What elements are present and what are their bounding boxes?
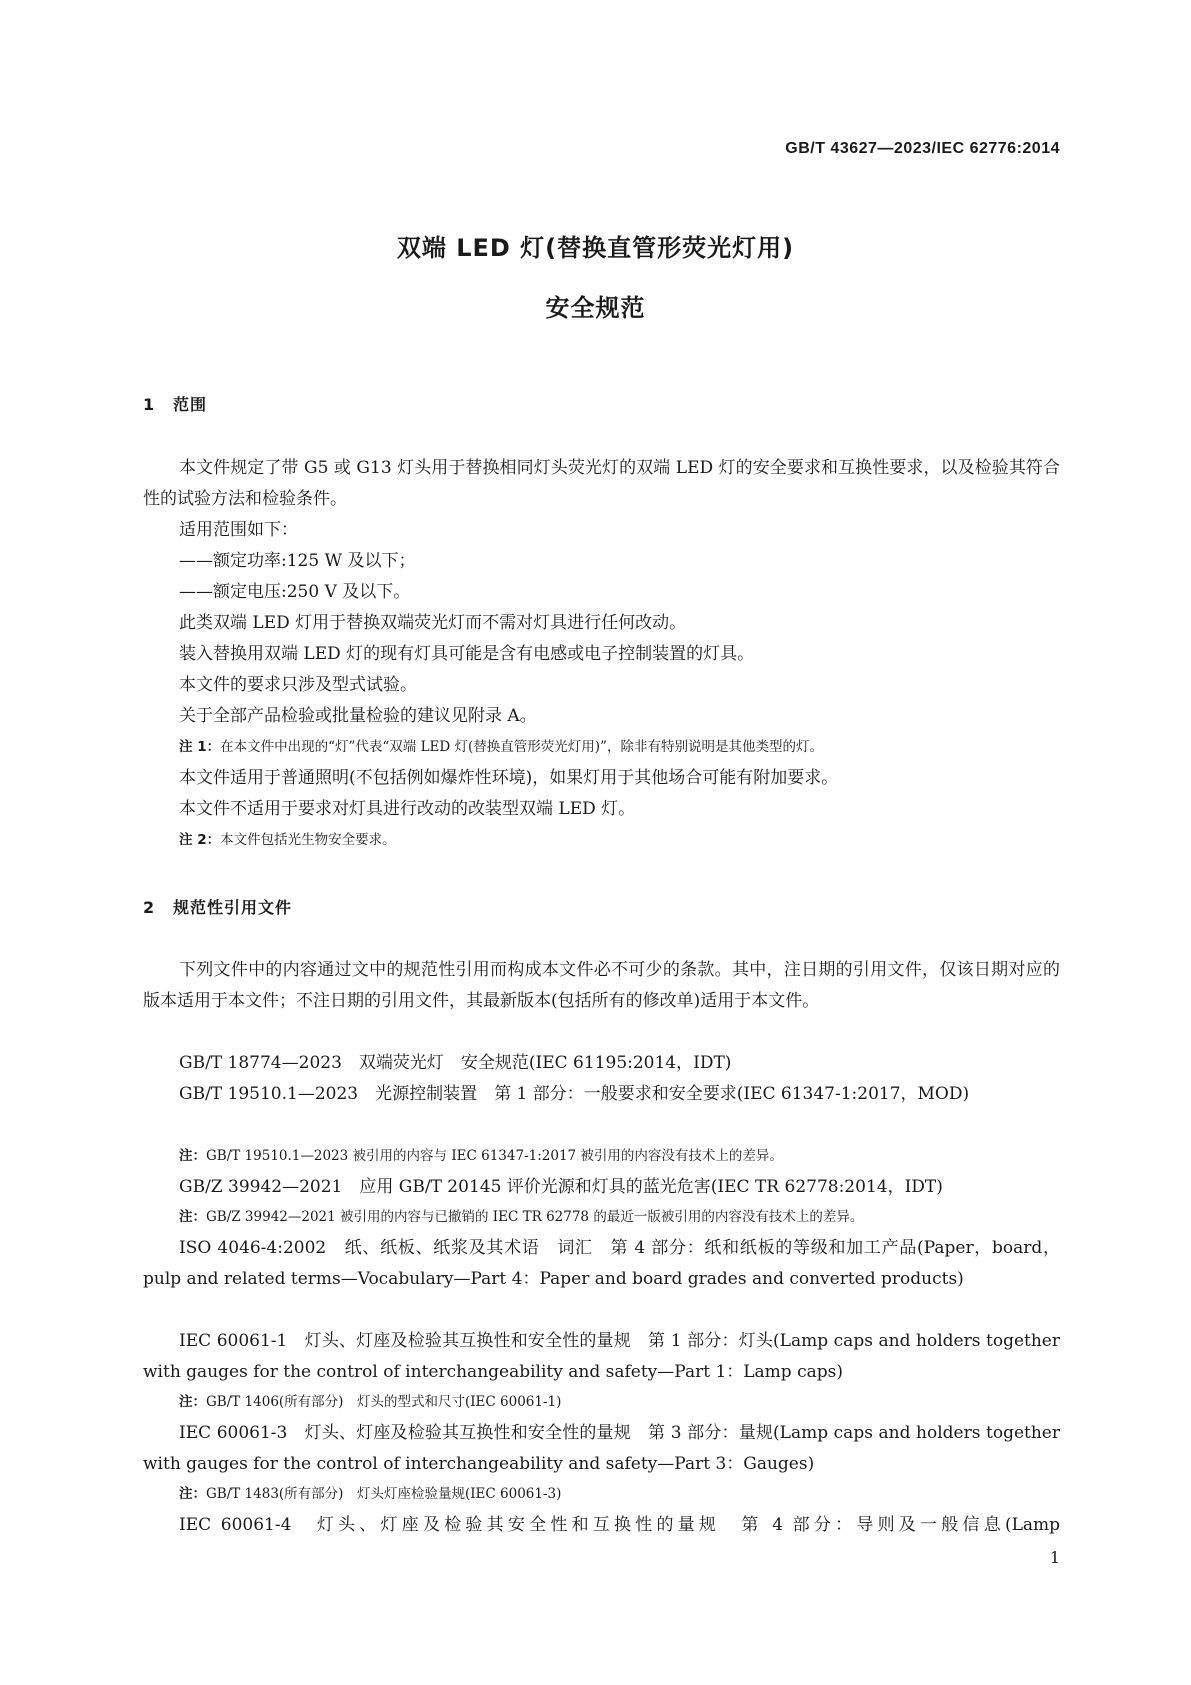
reference-item: IEC 60061-4 灯头、灯座及检验其安全性和互换性的量规 第 4 部分：导则及一般信息(Lamp — [179, 1515, 1060, 1535]
reference-item: IEC 60061-1 灯头、灯座及检验其互换性和安全性的量规 第 1 部分：灯头(Lamp caps and holders together with gauges for the control of interchangeability and safety—Part 1：Lamp caps) — [143, 1331, 1060, 1382]
note-label: 注： — [179, 1394, 206, 1410]
note: 注：GB/T 19510.1—2023 被引用的内容与 IEC 61347-1:2017 被引用的内容没有技术上的差异。 — [179, 1148, 783, 1164]
paragraph: 本文件的要求只涉及型式试验。 — [179, 675, 417, 695]
list-item: ——额定电压:250 V 及以下。 — [179, 582, 411, 602]
note: 注：GB/Z 39942—2021 被引用的内容与已撤销的 IEC TR 62778 的最近一版被引用的内容没有技术上的差异。 — [179, 1209, 864, 1225]
reference-item: ISO 4046-4:2002 纸、纸板、纸浆及其术语 词汇 第 4 部分：纸和纸板的等级和加工产品(Paper，board，pulp and related terms—Vocabulary—Part 4：Paper and board grades and converted products) — [143, 1238, 1060, 1289]
section-number: 2 — [143, 898, 156, 917]
document-title-line1: 双端 LED 灯(替换直管形荧光灯用) — [396, 234, 795, 262]
document-title-line2: 安全规范 — [545, 294, 646, 322]
note-label: 注： — [179, 1486, 206, 1502]
reference-item: GB/T 18774—2023 双端荧光灯 安全规范(IEC 61195:2014，IDT) — [179, 1053, 732, 1073]
section-number: 1 — [143, 395, 156, 414]
reference-item: GB/T 19510.1—2023 光源控制装置 第 1 部分：一般要求和安全要求(IEC 61347-1:2017，MOD) — [179, 1084, 970, 1104]
paragraph: 本文件不适用于要求对灯具进行改动的改装型双端 LED 灯。 — [179, 799, 636, 819]
paragraph: 适用范围如下： — [179, 520, 298, 540]
paragraph: 装入替换用双端 LED 灯的现有灯具可能是含有电感或电子控制装置的灯具。 — [179, 644, 755, 664]
paragraph: 本文件适用于普通照明(不包括例如爆炸性环境)，如果灯用于其他场合可能有附加要求。 — [179, 768, 839, 788]
note-label: 注 1： — [179, 739, 221, 755]
section-2-heading — [143, 895, 292, 918]
paragraph: 此类双端 LED 灯用于替换双端荧光灯而不需对灯具进行任何改动。 — [179, 613, 687, 633]
reference-item: IEC 60061-3 灯头、灯座及检验其互换性和安全性的量规 第 3 部分：量规(Lamp caps and holders together with gauges for the control of interchangeability and safety—Part 3：Gauges) — [143, 1423, 1060, 1474]
paragraph: 下列文件中的内容通过文中的规范性引用而构成本文件必不可少的条款。其中，注日期的引用文件，仅该日期对应的版本适用于本文件；不注日期的引用文件，其最新版本(包括所有的修改单)适用于本文件。 — [143, 960, 1060, 1011]
page-number: 1 — [1049, 1548, 1060, 1567]
list-item: ——额定功率:125 W 及以下； — [179, 551, 416, 571]
section-1-heading — [143, 392, 207, 415]
note-label: 注： — [179, 1209, 206, 1225]
reference-item: GB/Z 39942—2021 应用 GB/T 20145 评价光源和灯具的蓝光危害(IEC TR 62778:2014，IDT) — [179, 1177, 943, 1197]
paragraph: 关于全部产品检验或批量检验的建议见附录 A。 — [179, 706, 537, 726]
note: 注：GB/T 1406(所有部分) 灯头的型式和尺寸(IEC 60061-1) — [179, 1394, 562, 1410]
note: 注：GB/T 1483(所有部分) 灯头灯座检验量规(IEC 60061-3) — [179, 1486, 562, 1502]
note: 注 1：在本文件中出现的“灯”代表“双端 LED 灯(替换直管形荧光灯用)”，除非有特别说明是其他类型的灯。 — [179, 739, 823, 755]
section-title: 规范性引用文件 — [173, 898, 293, 917]
note-label: 注 2： — [179, 832, 221, 848]
note: 注 2：本文件包括光生物安全要求。 — [179, 832, 396, 848]
document-number: GB/T 43627—2023/IEC 62776:2014 — [785, 140, 1060, 157]
note-label: 注： — [179, 1148, 206, 1164]
paragraph: 本文件规定了带 G5 或 G13 灯头用于替换相同灯头荧光灯的双端 LED 灯的安全要求和互换性要求，以及检验其符合性的试验方法和检验条件。 — [143, 458, 1060, 509]
section-title: 范围 — [173, 395, 208, 414]
